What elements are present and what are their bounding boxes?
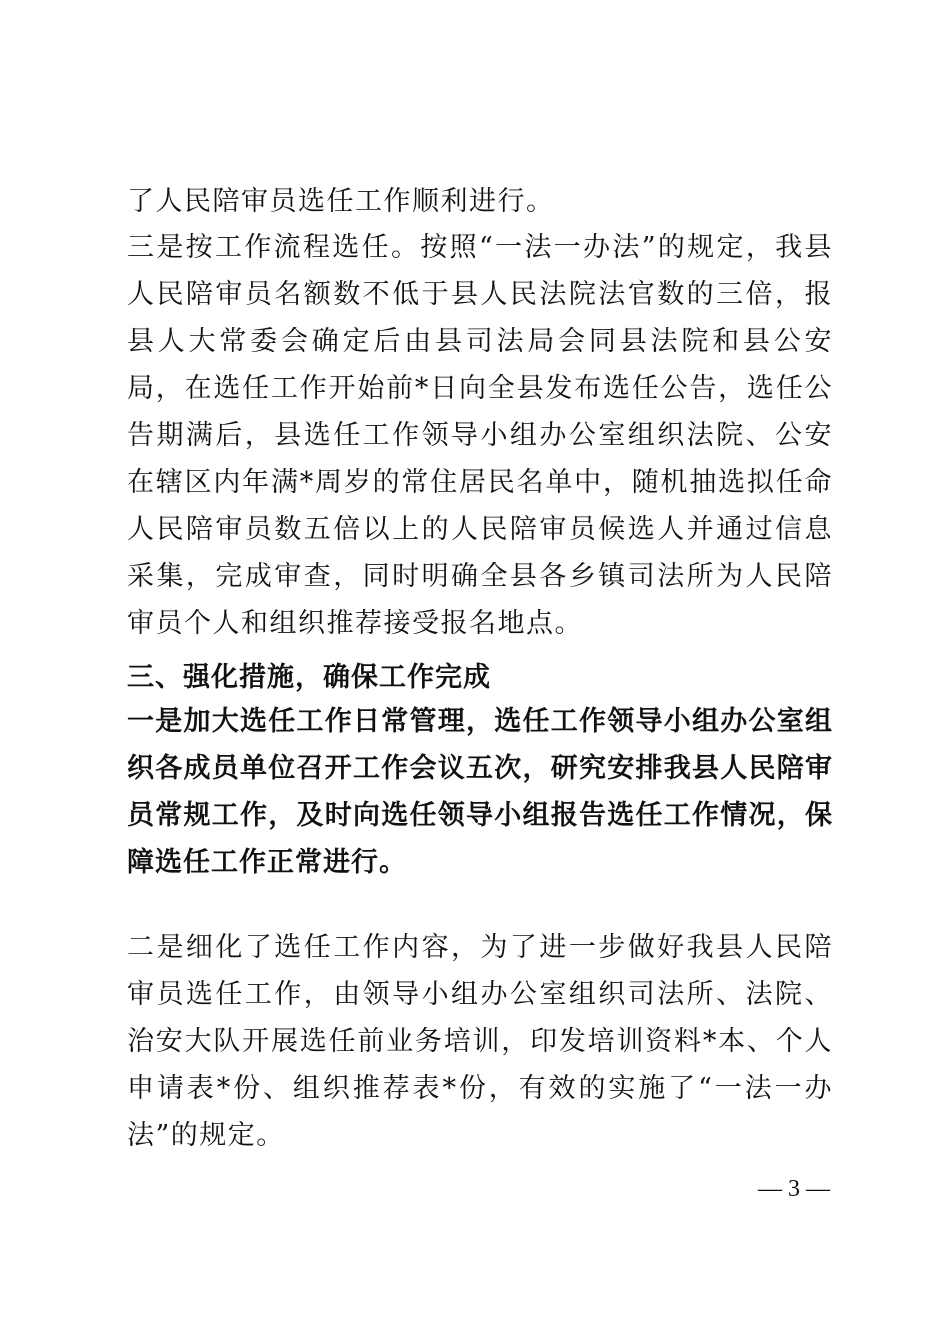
paragraph-continuation: 了人民陪审员选任工作顺利进行。 — [127, 186, 555, 217]
paragraph-selection-process: 三是按工作流程选任。按照“一法一办法”的规定，我县人民陪审员名额数不低于县人民法院法官数的三倍，报县人大常委会确定后由县司法局会同县法院和县公安局，在选任工作开始前*日向全县发布选任公告，选任公告期满后，县选任工作领导小组办公室组织法院、公安在辖区内年满*周岁的常住居民名单中，随机抽选拟任命人民陪审员数五倍以上的人民陪审员候选人并通过信息采集，完成审查，同时明确全县各乡镇司法所为人民陪审员个人和组织推荐接受报名地点。 — [127, 232, 833, 639]
paragraph-daily-management: 一是加大选任工作日常管理，选任工作领导小组办公室组织各成员单位召开工作会议五次，研究安排我县人民陪审员常规工作，及时向选任领导小组报告选任工作情况，保障选任工作正常进行。 — [127, 706, 833, 878]
page-number: — 3 — — [758, 1176, 830, 1202]
paragraph-work-content: 二是细化了选任工作内容，为了进一步做好我县人民陪审员选任工作，由领导小组办公室组织司法所、法院、治安大队开展选任前业务培训，印发培训资料*本、个人申请表*份、组织推荐表*份，有效的实施了“一法一办法”的规定。 — [127, 932, 833, 1151]
section-heading-measures: 三、强化措施，确保工作完成 — [127, 662, 491, 693]
